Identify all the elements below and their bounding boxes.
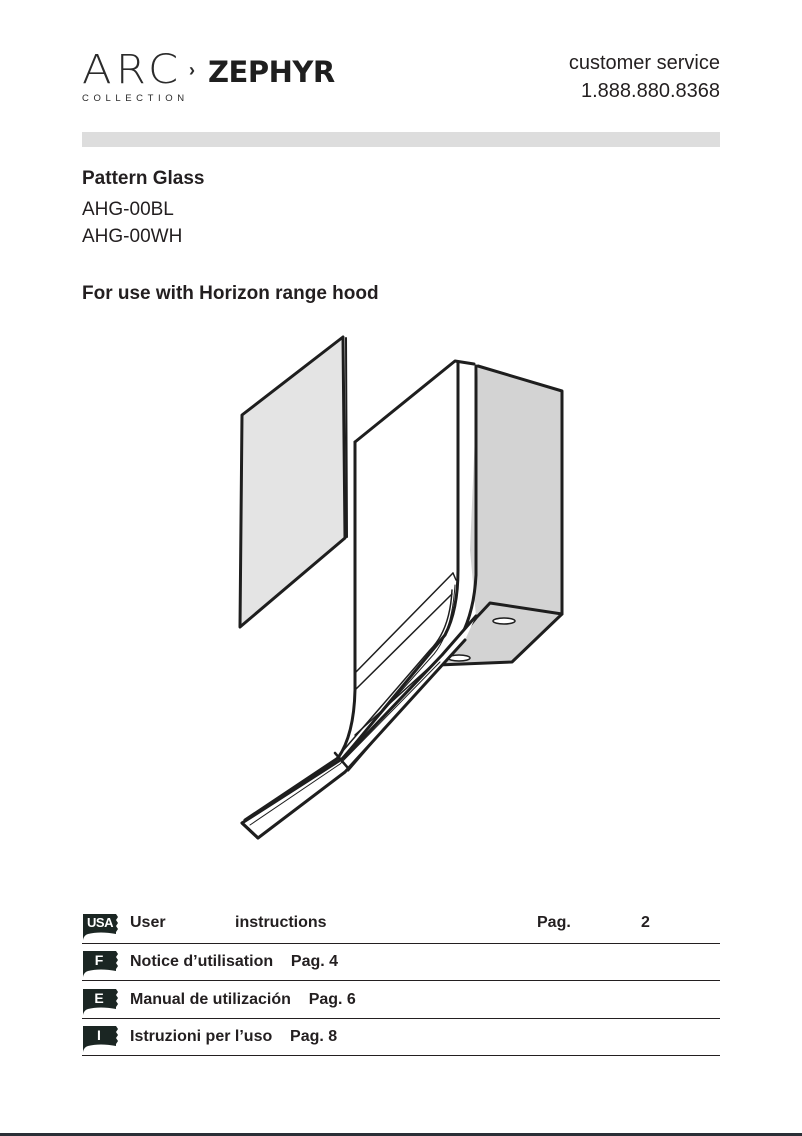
product-title: Pattern Glass — [82, 168, 205, 189]
customer-service-phone: 1.888.880.8368 — [580, 80, 720, 102]
language-row-spanish[interactable] — [82, 982, 720, 1019]
language-row-italian[interactable] — [82, 1019, 720, 1056]
flag-code: USA — [87, 915, 113, 930]
logo-chevron-icon: › — [189, 60, 195, 80]
flag-code: E — [94, 990, 104, 1006]
flag-f-icon — [82, 949, 122, 975]
model-number: AHG-00BL — [82, 199, 174, 220]
language-label: Manual de utilización Pag. 6 — [130, 991, 356, 1008]
language-row-usa[interactable] — [82, 907, 720, 944]
page-number: 2 — [641, 914, 650, 931]
page-label: Pag. — [537, 914, 571, 931]
flag-code: I — [97, 1027, 101, 1043]
language-row-french[interactable] — [82, 944, 720, 981]
flag-code: F — [94, 952, 104, 968]
arc-logo-text: ARC — [82, 47, 183, 93]
flag-e-icon — [82, 987, 122, 1013]
model-number: AHG-00WH — [82, 226, 183, 247]
range-hood-illustration — [228, 326, 578, 846]
language-label: User — [130, 914, 166, 931]
language-label: instructions — [235, 914, 327, 931]
flag-i-icon — [82, 1024, 122, 1050]
collection-logo-text: COLLECTION — [82, 93, 189, 104]
header-divider-bar — [82, 132, 720, 147]
flag-usa-icon — [82, 912, 122, 938]
language-label: Notice d’utilisation Pag. 4 — [130, 953, 339, 970]
usage-title: For use with Horizon range hood — [82, 283, 379, 304]
customer-service-label: customer service — [568, 52, 720, 74]
range-hood-diagram-icon — [228, 326, 578, 846]
zephyr-logo: ZEPHYR — [208, 55, 335, 89]
language-label: Istruzioni per l’uso Pag. 8 — [130, 1028, 338, 1045]
